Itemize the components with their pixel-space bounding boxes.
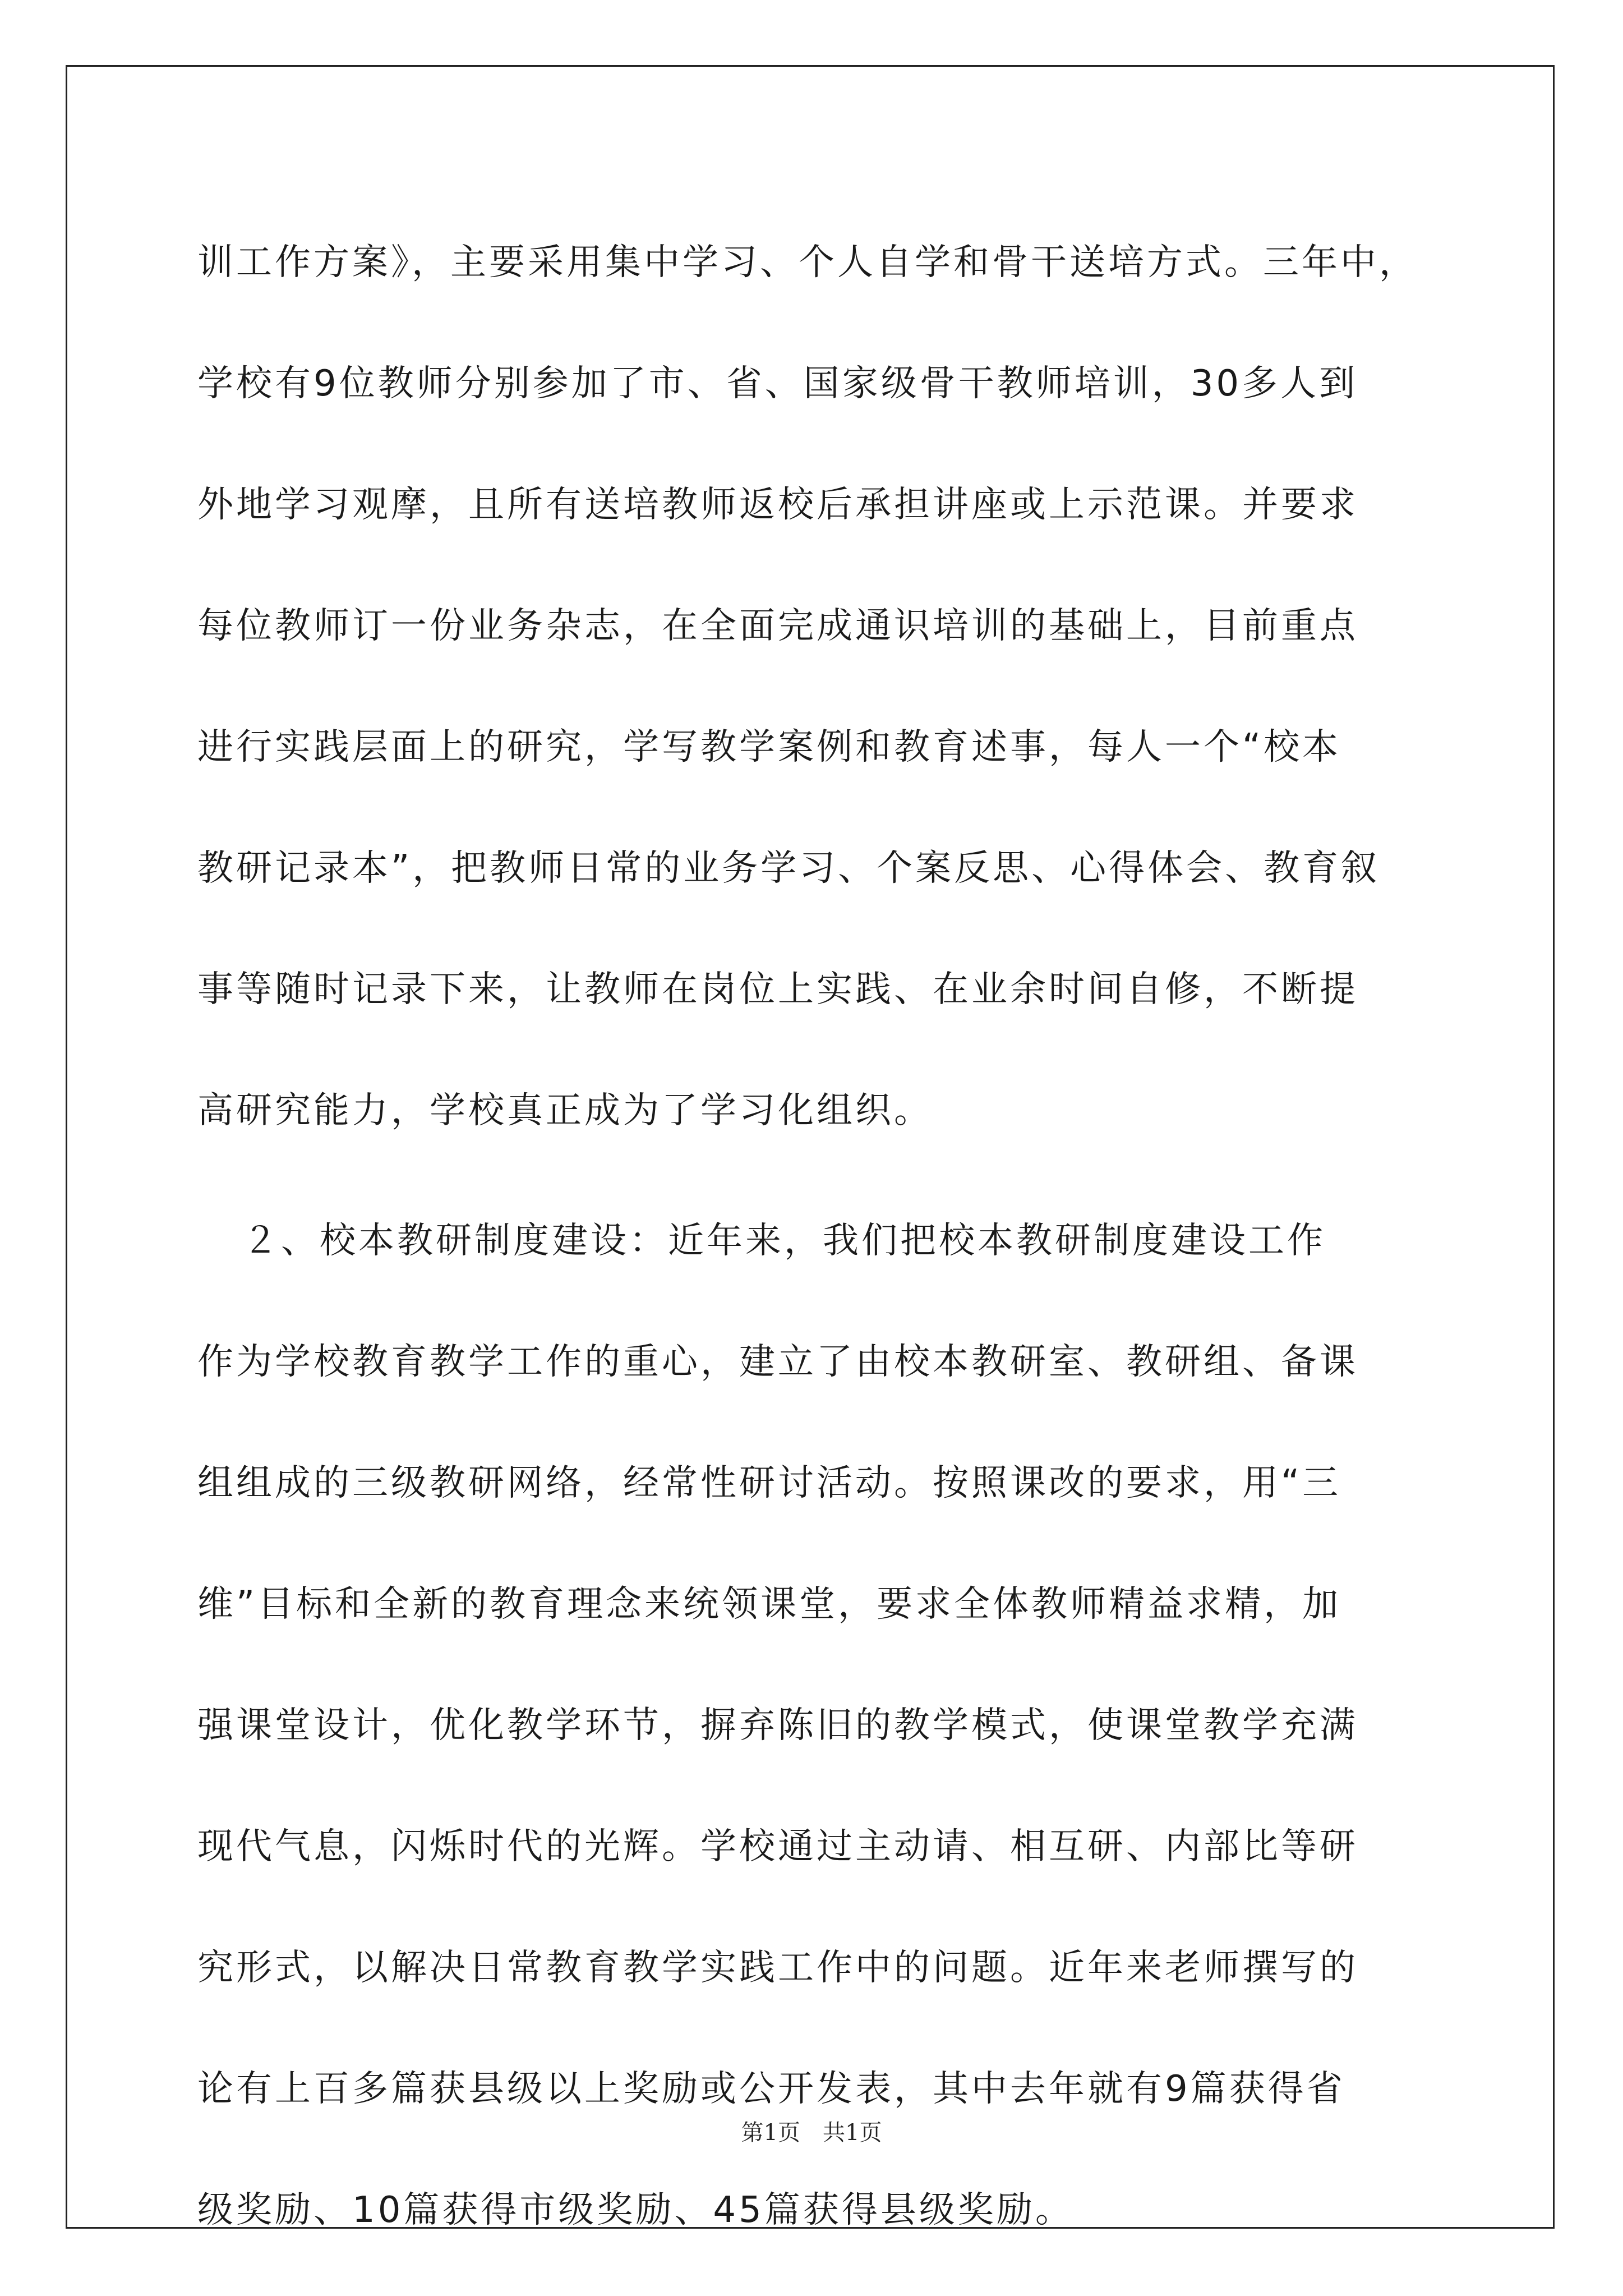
text-line: 组组成的三级教研网络，经常性研讨活动。按照课改的要求，用“三 [197,1462,1341,1504]
text-line: 事等随时记录下来，让教师在岗位上实践、在业余时间自修，不断提 [197,969,1358,1010]
paragraph-heading-line: ２、校本教研制度建设：近年来，我们把校本教研制度建设工作 [242,1220,1326,1262]
text-line: 每位教师订一份业务杂志，在全面完成通识培训的基础上，目前重点 [197,605,1358,647]
document-body [197,202,1431,2271]
text-line: 训工作方案》，主要采用集中学习、个人自学和骨干送培方式。三年中， [197,242,1418,283]
text-line: 作为学校教育教学工作的重心，建立了由校本教研室、教研组、备课 [197,1341,1358,1383]
text-line: 强课堂设计，优化教学环节，摒弃陈旧的教学模式，使课堂教学充满 [197,1705,1358,1746]
page-total: 共1页 [823,2120,882,2146]
text-line: 进行实践层面上的研究，学写教学案例和教育述事，每人一个“校本 [197,726,1341,768]
page-number: 第1页 [741,2120,800,2146]
text-line: 学校有9位教师分别参加了市、省、国家级骨干教师培训，30多人到 [197,363,1358,404]
text-line: 高研究能力，学校真正成为了学习化组织。 [197,1090,933,1131]
text-line: 维”目标和全新的教育理念来统领课堂，要求全体教师精益求精，加 [197,1584,1341,1625]
text-line: 外地学习观摩，且所有送培教师返校后承担讲座或上示范课。并要求 [197,484,1358,526]
page-footer [0,2115,1623,2147]
text-line: 论有上百多篇获县级以上奖励或公开发表，其中去年就有9篇获得省 [197,2068,1345,2110]
text-line: 级奖励、10篇获得市级奖励、45篇获得县级奖励。 [197,2189,1074,2231]
text-line: 究形式，以解决日常教育教学实践工作中的问题。近年来老师撰写的 [197,1947,1358,1989]
text-line: 教研记录本”，把教师日常的业务学习、个案反思、心得体会、教育叙 [197,848,1380,889]
text-line: 现代气息，闪烁时代的光辉。学校通过主动请、相互研、内部比等研 [197,1826,1358,1867]
